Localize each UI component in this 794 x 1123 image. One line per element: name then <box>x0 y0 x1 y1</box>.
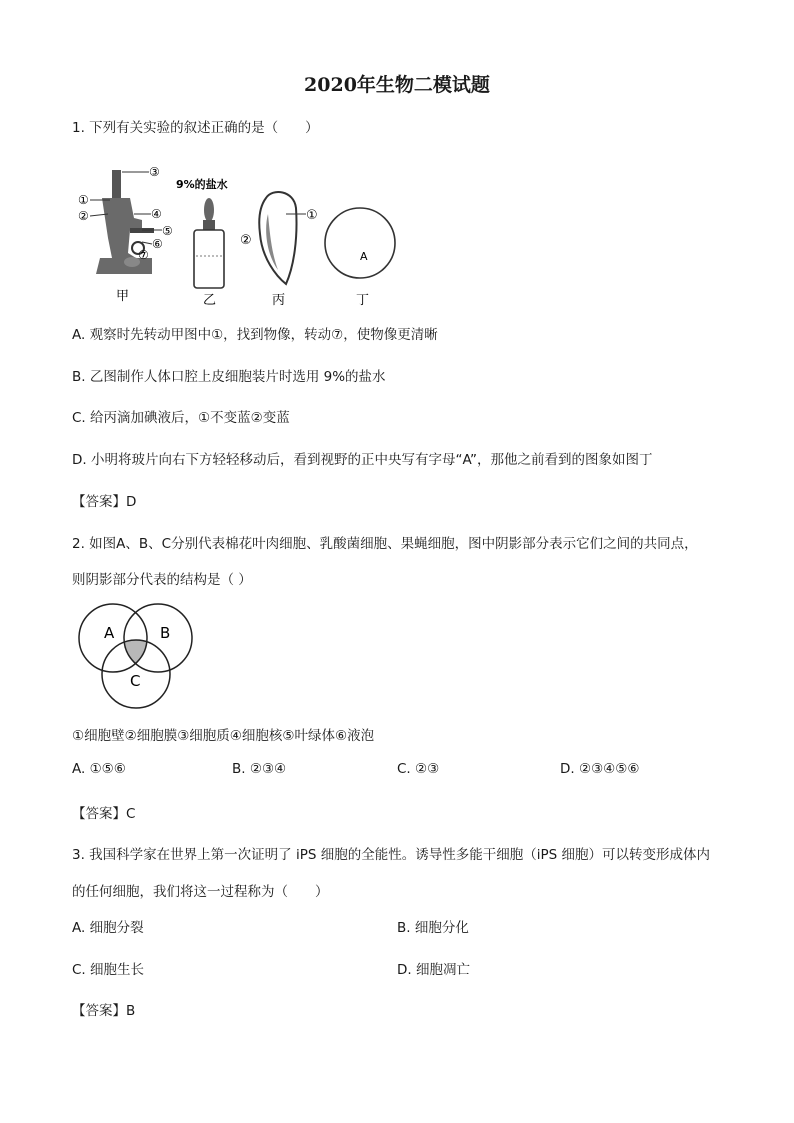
q2-items: ①细胞壁②细胞膜③细胞质④细胞核⑤叶绿体⑥液泡 <box>72 728 375 744</box>
label-7: ⑦ <box>138 248 149 262</box>
q2-option-c: C. ②③ <box>397 761 440 777</box>
panel-ding: 丁 <box>356 293 370 308</box>
answer-label: 【答案】 <box>72 494 126 510</box>
label-1: ① <box>78 193 89 207</box>
answer-value: D <box>126 494 137 510</box>
corn-seed <box>240 192 318 284</box>
panel-yi: 乙 <box>203 293 217 308</box>
q2-answer <box>72 802 135 822</box>
seed-label-1: ① <box>306 208 318 223</box>
q2-stem-line1: 2. 如图A、B、C分别代表棉花叶肉细胞、乳酸菌细胞、果蝇细胞，图中阴影部分表示它们之间的共同点， <box>72 536 698 552</box>
q2-option-a: A. ①⑤⑥ <box>72 761 126 777</box>
q1-answer <box>72 490 136 510</box>
q3-answer <box>72 999 135 1019</box>
q1-option-c: C. 给丙滴加碘液后，①不变蓝②变蓝 <box>72 410 290 426</box>
label-5: ⑤ <box>162 224 173 238</box>
label-2: ② <box>78 209 89 223</box>
q1-stem: 1. 下列有关实验的叙述正确的是（ ） <box>72 120 319 136</box>
answer-label: 【答案】 <box>72 1003 126 1019</box>
q1-option-a: A. 观察时先转动甲图中①，找到物像，转动⑦，使物像更清晰 <box>72 327 438 343</box>
panel-jia: 甲 <box>116 289 130 304</box>
venn-diagram <box>72 600 202 712</box>
q2-option-d: D. ②③④⑤⑥ <box>560 761 640 777</box>
q3-stem-line2: 的任何细胞，我们将这一过程称为（ ） <box>72 884 329 900</box>
venn-label-b: B <box>160 624 171 642</box>
saline-label: 9%的盐水 <box>176 178 228 191</box>
venn-label-c: C <box>130 672 141 690</box>
q1-figure <box>72 158 402 308</box>
panel-bing: 丙 <box>272 293 286 308</box>
q1-option-b: B. 乙图制作人体口腔上皮细胞装片时选用 9%的盐水 <box>72 369 386 385</box>
q3-stem-line1: 3. 我国科学家在世界上第一次证明了 iPS 细胞的全能性。诱导性多能干细胞（iPS 细胞）可以转变形成体内 <box>72 847 710 863</box>
label-4: ④ <box>151 207 162 221</box>
answer-value: B <box>126 1003 136 1019</box>
label-6: ⑥ <box>152 237 163 251</box>
answer-value: C <box>126 806 136 822</box>
q2-stem-line2: 则阴影部分代表的结构是（ ） <box>72 572 252 588</box>
q3-option-b: B. 细胞分化 <box>397 920 469 936</box>
label-3: ③ <box>149 165 160 179</box>
q3-option-c: C. 细胞生长 <box>72 962 145 978</box>
q1-option-d: D. 小明将玻片向右下方轻轻移动后，看到视野的正中央写有字母“A”，那他之前看到的图象如图丁 <box>72 452 653 468</box>
venn-label-a: A <box>104 624 115 642</box>
q2-option-b: B. ②③④ <box>232 761 287 777</box>
q3-option-d: D. 细胞凋亡 <box>397 962 470 978</box>
page-title: 2020年生物二模试题 <box>304 74 490 96</box>
q3-option-a: A. 细胞分裂 <box>72 920 144 936</box>
dropper-bottle <box>194 198 224 288</box>
view-letter: A <box>360 250 368 263</box>
view-circle <box>325 208 395 278</box>
seed-label-2: ② <box>240 233 252 248</box>
venn-circle-b <box>124 604 192 672</box>
answer-label: 【答案】 <box>72 806 126 822</box>
